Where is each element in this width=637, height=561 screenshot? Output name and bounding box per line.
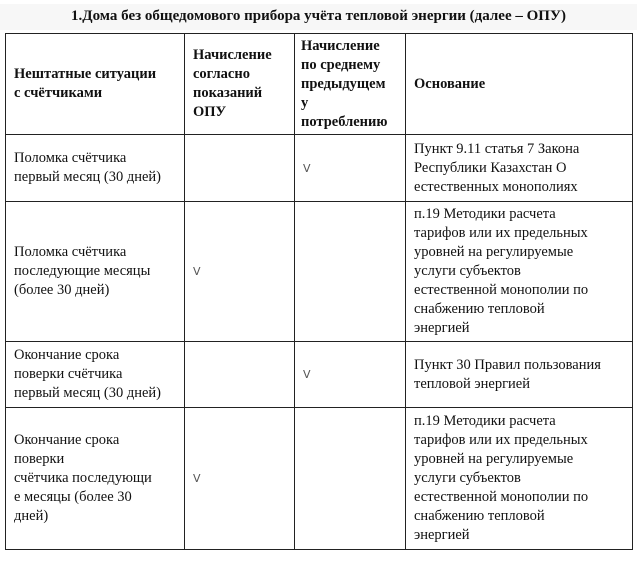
check-mark-icon: V — [185, 202, 295, 342]
header-situation: Нештатные ситуации с счётчиками — [6, 34, 185, 135]
table-header-row — [6, 34, 633, 135]
cell-situation: Окончание срока поверки счётчика последующи е месяцы (более 30 дней) — [6, 408, 185, 550]
table-row — [6, 202, 633, 342]
check-mark-icon: V — [295, 342, 406, 408]
cell-situation: Окончание срока поверки счётчика первый месяц (30 дней) — [6, 342, 185, 408]
document-heading: 1.Дома без общедомового прибора учёта тепловой энергии (далее – ОПУ) — [0, 4, 637, 30]
check-mark-icon: V — [185, 408, 295, 550]
cell-basis: Пункт 30 Правил пользования тепловой энергией — [406, 342, 633, 408]
header-by-average: Начисление по среднему предыдущем у потреблению — [295, 34, 406, 135]
check-mark-icon — [295, 202, 406, 342]
cell-situation: Поломка счётчика первый месяц (30 дней) — [6, 135, 185, 202]
check-mark-icon — [295, 408, 406, 550]
cell-situation: Поломка счётчика последующие месяцы (более 30 дней) — [6, 202, 185, 342]
table-row — [6, 135, 633, 202]
header-by-meter: Начисление согласно показаний ОПУ — [185, 34, 295, 135]
table-row — [6, 408, 633, 550]
check-mark-icon — [185, 135, 295, 202]
check-mark-icon: V — [295, 135, 406, 202]
cell-basis: Пункт 9.11 статья 7 Закона Республики Казахстан О естественных монополиях — [406, 135, 633, 202]
cell-basis: п.19 Методики расчета тарифов или их предельных уровней на регулируемые услуги субъектов естественной монополии по снабжению тепловой энергией — [406, 408, 633, 550]
header-basis: Основание — [406, 34, 633, 135]
cell-basis: п.19 Методики расчета тарифов или их предельных уровней на регулируемые услуги субъектов естественной монополии по снабжению тепловой энергией — [406, 202, 633, 342]
meter-situations-table — [5, 33, 633, 550]
check-mark-icon — [185, 342, 295, 408]
table-row — [6, 342, 633, 408]
